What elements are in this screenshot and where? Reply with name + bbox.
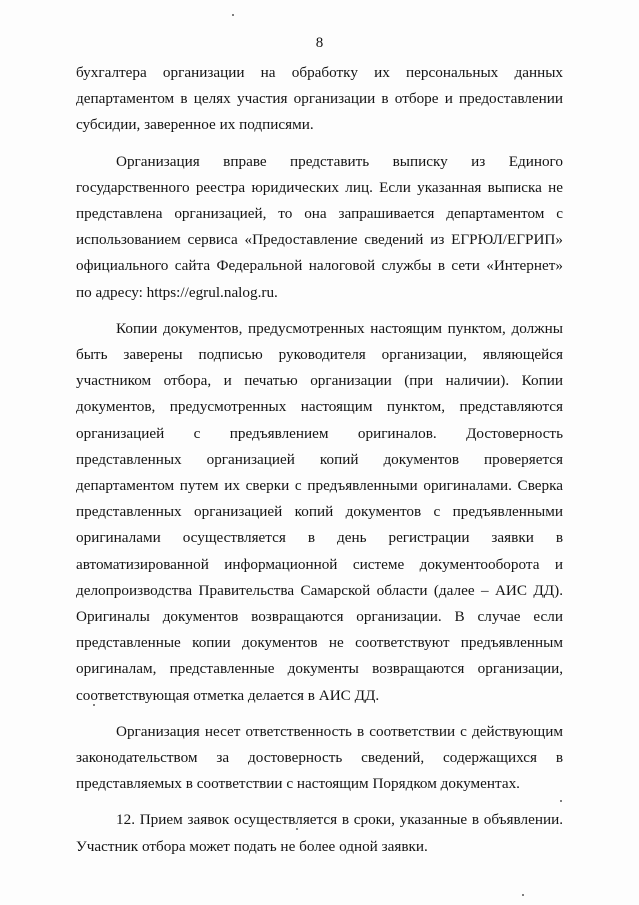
paragraph-item-12: 12. Прием заявок осуществляется в сроки, указанные в объявлении. Участник отбора может подать не более одной заявки. [76, 811, 563, 855]
scan-speck [232, 14, 234, 16]
paragraph-consent-continuation: бухгалтера организации на обработку их персональных данных департаментом в целях участия организации в отборе и предоставлении субсидии, заверенное их подписями. [76, 64, 563, 134]
scan-speck [522, 894, 524, 896]
scan-speck [93, 704, 95, 706]
scan-speck [296, 828, 298, 830]
page-number: 8 [315, 35, 324, 51]
paragraph-document-copies: Копии документов, предусмотренных настоящим пунктом, должны быть заверены подписью руководителя организации, являющейся участником отбора, и печатью организации (при наличии). Копии документов, предусмотренных настоящим пунктом, представляются организацией с предъявлением оригиналов. Достоверность представленных организацией копий документов проверяется департаментом путем их сверки с предъявленными оригиналами. Сверка представленных организацией копий документов с предъявленными оригиналами осуществляется в день регистрации заявки в автоматизированной информационной системе документооборота и делопроизводства Правительства Самарской области (далее – АИС ДД). Оригиналы документов возвращаются организации. В случае если представленные копии документов не соответствуют предъявленным оригиналам, представленные документы возвращаются организации, соответствующая отметка делается в АИС ДД. [76, 319, 563, 704]
document-body [76, 60, 563, 870]
scan-speck [560, 800, 562, 802]
paragraph-responsibility: Организация несет ответственность в соответствии с действующим законодательством за достоверность сведений, содержащихся в представляемых в соответствии с настоящим Порядком документах. [76, 722, 563, 793]
paragraph-egrul-extract: Организация вправе представить выписку из Единого государственного реестра юридических лиц. Если указанная выписка не представлена организацией, то она запрашивается департаментом с использованием сервиса «Предоставление сведений из ЕГРЮЛ/ЕГРИП» официального сайта Федеральной налоговой службы в сети «Интернет» по адресу: https://egrul.nalog.ru. [76, 152, 563, 301]
